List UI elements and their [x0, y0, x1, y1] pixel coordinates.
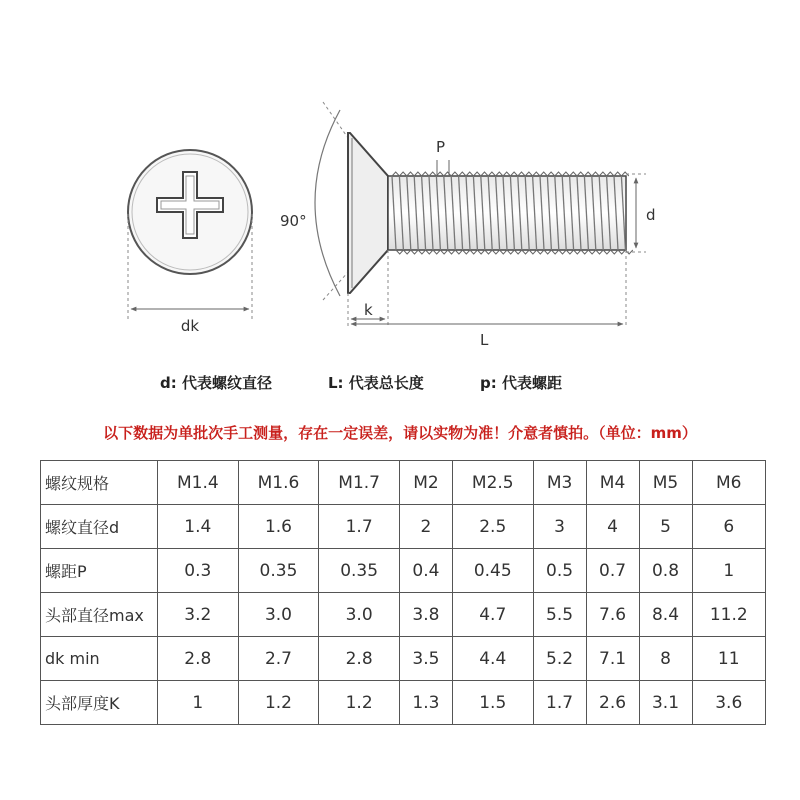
- table-cell: 8.4: [639, 593, 692, 637]
- table-cell: 0.3: [158, 549, 239, 593]
- table-cell: M3: [533, 461, 586, 505]
- pitch-dimension: [436, 138, 449, 176]
- length-label: L: [480, 331, 489, 349]
- legend-pitch: p: 代表螺距: [480, 374, 562, 392]
- table-cell: 4.4: [452, 637, 533, 681]
- table-cell: 6: [692, 505, 766, 549]
- table-cell: 1.5: [452, 681, 533, 725]
- table-cell: M6: [692, 461, 766, 505]
- table-cell: 5.5: [533, 593, 586, 637]
- screw-head-top-view: [128, 150, 252, 274]
- table-cell: M1.6: [238, 461, 319, 505]
- spec-table: [40, 460, 766, 725]
- table-cell: 1: [692, 549, 766, 593]
- table-cell: 3.1: [639, 681, 692, 725]
- table-cell: 3.6: [692, 681, 766, 725]
- table-cell: 0.5: [533, 549, 586, 593]
- row-label: 头部厚度K: [41, 681, 158, 725]
- table-cell: 0.45: [452, 549, 533, 593]
- table-cell: 0.8: [639, 549, 692, 593]
- table-cell: 11.2: [692, 593, 766, 637]
- table-row: [41, 549, 766, 593]
- pitch-label: P: [436, 138, 446, 156]
- table-cell: M4: [586, 461, 639, 505]
- table-cell: 3.8: [399, 593, 452, 637]
- table-cell: 4.7: [452, 593, 533, 637]
- table-cell: 1.4: [158, 505, 239, 549]
- table-cell: M1.4: [158, 461, 239, 505]
- table-cell: 0.35: [319, 549, 400, 593]
- screw-head-side: [348, 133, 388, 293]
- table-cell: 2.8: [319, 637, 400, 681]
- angle-dimension: [280, 102, 355, 300]
- d-dimension: [626, 174, 656, 252]
- table-cell: 2: [399, 505, 452, 549]
- table-cell: 3.0: [319, 593, 400, 637]
- table-cell: 3.0: [238, 593, 319, 637]
- table-cell: M2.5: [452, 461, 533, 505]
- table-cell: 2.8: [158, 637, 239, 681]
- screw-diagram: [0, 0, 800, 360]
- table-cell: 2.7: [238, 637, 319, 681]
- table-cell: 2.5: [452, 505, 533, 549]
- measurement-note: 以下数据为单批次手工测量，存在一定误差，请以实物为准！介意者慎拍。（单位：mm）: [103, 424, 697, 442]
- table-header-row: [41, 461, 766, 505]
- row-label: 螺纹直径d: [41, 505, 158, 549]
- table-cell: M1.7: [319, 461, 400, 505]
- table-cell: 7.1: [586, 637, 639, 681]
- table-row: [41, 681, 766, 725]
- table-cell: 1.2: [238, 681, 319, 725]
- table-row: [41, 505, 766, 549]
- k-length-dimension: [348, 250, 626, 349]
- table-cell: 11: [692, 637, 766, 681]
- table-cell: 1.6: [238, 505, 319, 549]
- table-cell: 0.7: [586, 549, 639, 593]
- table-cell: 2.6: [586, 681, 639, 725]
- row-label: dk min: [41, 637, 158, 681]
- table-cell: 1.3: [399, 681, 452, 725]
- k-label: k: [364, 301, 373, 319]
- angle-label: 90°: [280, 212, 307, 230]
- row-label: 螺距P: [41, 549, 158, 593]
- row-label: 头部直径max: [41, 593, 158, 637]
- table-cell: 1: [158, 681, 239, 725]
- table-cell: 1.7: [533, 681, 586, 725]
- table-cell: M2: [399, 461, 452, 505]
- table-cell: 5.2: [533, 637, 586, 681]
- table-cell: 3.5: [399, 637, 452, 681]
- table-cell: 7.6: [586, 593, 639, 637]
- legend-d: d: 代表螺纹直径: [160, 374, 272, 392]
- table-row: [41, 637, 766, 681]
- table-cell: 1.2: [319, 681, 400, 725]
- table-cell: 4: [586, 505, 639, 549]
- table-cell: 5: [639, 505, 692, 549]
- table-cell: 3.2: [158, 593, 239, 637]
- d-label: d: [646, 206, 656, 224]
- table-cell: 0.35: [238, 549, 319, 593]
- table-row: [41, 593, 766, 637]
- dk-label: dk: [180, 317, 200, 335]
- row-label: 螺纹规格: [41, 461, 158, 505]
- table-cell: 8: [639, 637, 692, 681]
- table-cell: 0.4: [399, 549, 452, 593]
- table-cell: M5: [639, 461, 692, 505]
- table-cell: 1.7: [319, 505, 400, 549]
- table-cell: 3: [533, 505, 586, 549]
- legend-length: L: 代表总长度: [328, 374, 424, 392]
